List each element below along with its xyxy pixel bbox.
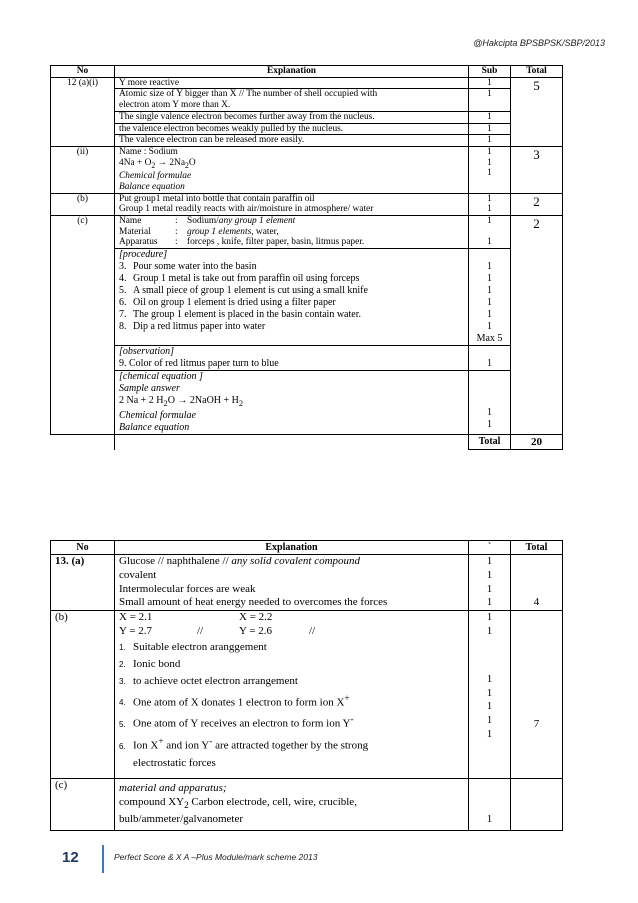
footer-divider [102,845,104,873]
observation-heading: [observation] [119,346,174,358]
mark: 1 [487,358,492,370]
answer-line: covalent [119,568,157,581]
question-label: 13. (a) [51,555,115,611]
mark: 1 [486,624,493,637]
total-mark: 2 [511,193,563,215]
total-mark: 3 [511,146,563,193]
table-row [51,77,563,89]
answer-line: Balance equation [119,422,190,434]
answer-line: Sample answer [119,383,180,395]
table-row [51,249,563,346]
answer-line: electron atom Y more than X. [119,100,231,111]
mark: 1 [486,582,493,595]
total-mark: 5 [511,77,563,146]
list-item: 6. Ion X+ and ion Y- are attracted together by the strong [119,736,369,752]
mark: 1 [487,123,492,134]
col-explanation: Explanation [115,541,469,555]
mark: 1 [487,237,492,248]
total-row [51,435,563,450]
answer-line: Name : Sodium/any group 1 element [119,216,296,227]
procedure-heading: [procedure] [119,249,168,261]
col-no: No [51,66,115,78]
answer-line: material and apparatus; [119,781,227,794]
answer-line: The valence electron can be released more easily. [119,135,305,146]
list-item: electrostatic forces [133,756,216,769]
list-item: 7. The group 1 element is placed in the basin contain water. [119,309,361,321]
page-footer [50,845,550,873]
mark: 1 [487,193,492,204]
mark: 1 [487,168,492,179]
mark: 1 [486,700,493,713]
total-mark: 2 [511,216,563,435]
equation-line: 2 Na + 2 $H_2O$ → 2NaOH + $H_2$ [119,395,244,409]
answer-line: compound $XY_2$ Carbon electrode, cell, wire, crucible, [119,795,357,810]
list-item: 6. Oil on group 1 element is dried using a filter paper [119,297,336,309]
table-header-row [51,66,563,78]
list-item: 8. Dip a red litmus paper into water [119,321,266,333]
table-row [51,89,563,111]
answer-line: Put group1 metal into bottle that contain paraffin oil [119,193,315,204]
table-row [51,778,563,831]
total-label: Total [469,435,511,450]
question-label: (ii) [51,146,115,193]
list-item: 1. Suitable electron aranggement [119,640,267,653]
col-sub: ` [469,541,511,555]
table-row [51,135,563,147]
answer-line: bulb/ammeter/galvanometer [119,812,244,825]
table-row [51,371,563,435]
mark: 1 [487,309,492,321]
mark: 1 [487,261,492,273]
table-row [51,111,563,123]
col-no: No [51,541,115,555]
table-row [51,611,563,779]
col-explanation: Explanation [115,66,469,78]
footer-text: Perfect Score & X A –Plus Module/mark scheme 2013 [114,852,318,862]
total-mark: 4 [533,596,540,609]
mark: 1 [486,596,493,609]
col-total: Total [511,66,563,78]
answer-line: Intermolecular forces are weak [119,582,256,595]
mark: 1 [487,216,492,227]
answer-line: Chemical formulae [119,410,196,422]
config-line: X = 2.1 X = 2.2 [119,611,273,624]
mark: 1 [486,812,493,825]
answer-line: Balance equation [119,181,185,192]
mark-scheme-table-13 [50,540,563,831]
max-mark: Max 5 [476,333,503,345]
mark: 1 [487,419,492,431]
mark: 1 [487,321,492,333]
mark: 1 [487,89,492,100]
mark: 1 [486,555,493,567]
col-sub: Sub [469,66,511,78]
mark: 1 [487,157,492,168]
answer-line: Glucose // naphthalene // any solid covalent compound [119,555,361,567]
table-row [51,555,563,611]
answer-line: Chemical formulae [119,171,192,182]
mark: 1 [486,672,493,685]
mark: 1 [487,407,492,419]
mark: 1 [487,297,492,309]
question-label: 12 (a)(i) [51,77,115,146]
question-label: (b) [51,611,115,779]
equation-heading: [chemical equation ] [119,371,203,383]
answer-line: the valence electron becomes weakly pulled by the nucleus. [119,123,344,134]
list-item: 4. One atom of X donates 1 electron to form ion X+ [119,692,350,709]
list-item: 4. Group 1 metal is take out from paraffin oil using forceps [119,273,360,285]
page-number: 12 [62,849,79,866]
mark: 1 [487,273,492,285]
mark-scheme-table-12 [50,65,563,450]
list-item: 3. to achieve octet electron arrangement [119,674,298,687]
mark: 1 [487,146,492,157]
mark: 1 [486,686,493,699]
answer-line: Atomic size of Y bigger than X // The number of shell occupied with [119,89,378,100]
mark: 1 [487,77,492,88]
answer-line: Name : Sodium [119,146,178,157]
page-header: @Hakcipta BPSBPSK/SBP/2013 [473,38,605,48]
answer-line: Small amount of heat energy needed to overcomes the forces [119,596,388,609]
total-mark: 7 [533,717,540,730]
answer-line: Group 1 metal readily reacts with air/moisture in atmosphere/ water [119,204,374,215]
table-row [51,346,563,371]
answer-line: Y more reactive [119,77,180,88]
mark: 1 [487,111,492,122]
list-item: 5. A small piece of group 1 element is cut using a small knife [119,285,368,297]
mark: 1 [487,204,492,215]
answer-line: 9. Color of red litmus paper turn to blue [119,358,279,370]
answer-line: Apparatus : forceps , knife, filter paper, basin, litmus paper. [119,237,365,248]
table-row [51,146,563,193]
list-item: 2. Ionic bond [119,657,181,670]
table-row [51,193,563,215]
list-item: 5. One atom of Y receives an electron to form ion Y- [119,714,354,731]
answer-line: The single valence electron becomes further away from the nucleus. [119,111,375,122]
list-item: 3. Pour some water into the basin [119,261,257,273]
equation-line: $4Na + O_2 \to 2Na_2O$ [119,157,196,170]
col-total: Total [511,541,563,555]
mark: 1 [486,727,493,740]
mark: 1 [487,285,492,297]
question-label: (c) [51,216,115,435]
grand-total: 20 [511,435,563,450]
table-row [51,123,563,135]
mark: 1 [486,714,493,727]
config-line: Y = 2.7 // Y = 2.6 // [119,624,316,637]
table-header-row [51,541,563,555]
mark: 1 [486,611,493,624]
mark: 1 [487,135,492,146]
table-row [51,216,563,249]
question-label: (b) [51,193,115,215]
mark: 1 [486,568,493,581]
question-label: (c) [51,778,115,831]
answer-line: Material : group 1 elements, water, [119,226,279,237]
